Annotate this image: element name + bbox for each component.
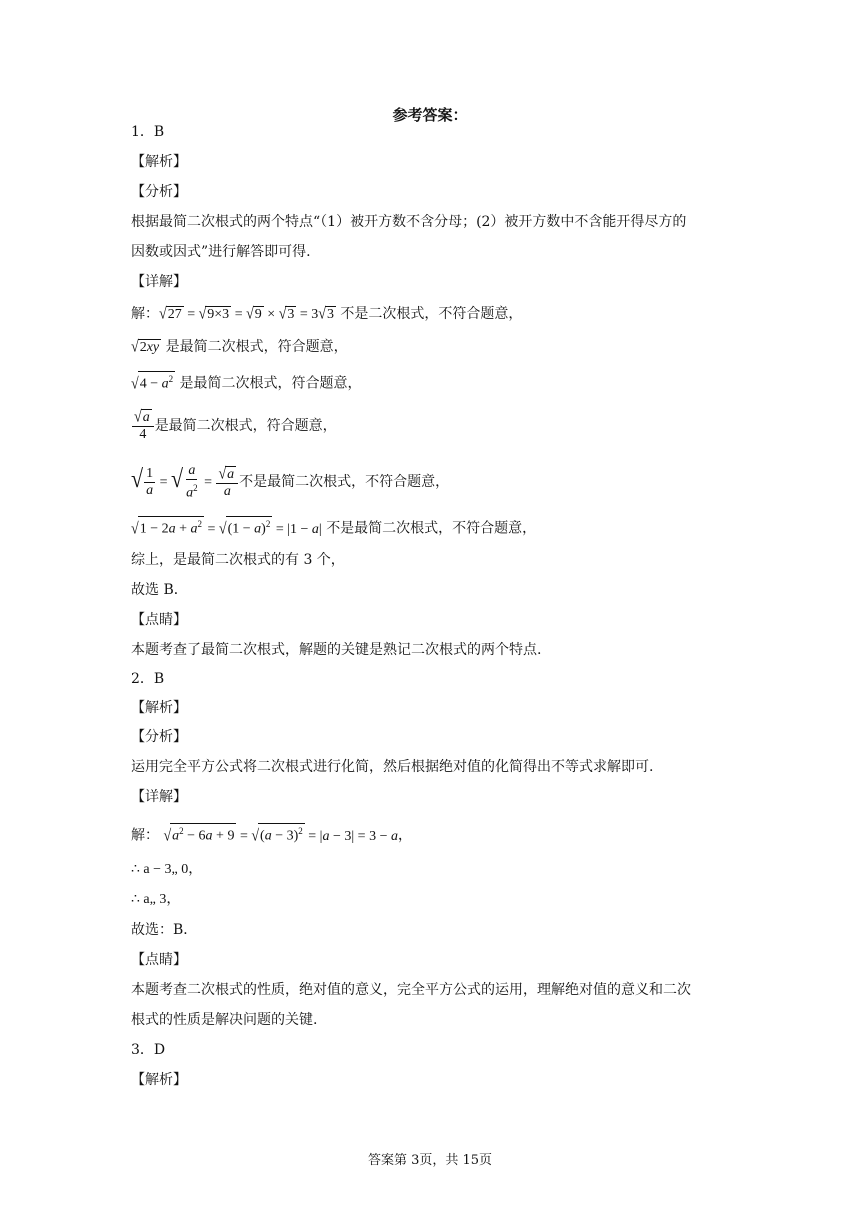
q1-fenxi-heading: 【分析】 (131, 184, 187, 200)
page-footer: 答案第 3页，共 15页 (367, 1153, 493, 1168)
q1-step-sqrt2xy-text: 是最简二次根式，符合题意， (165, 339, 348, 355)
formula-sqrt4-minus-a2: $√4 - a^2$ (131, 377, 175, 392)
formula-sqrt-a2-6a-9: $√a^2 - 6a + 9 = √(a - 3)^2 = |a - 3| = 3 - a$ (163, 829, 398, 844)
q2-comment-line2: 根式的性质是解决问题的关键. (131, 1012, 318, 1028)
formula-sqrt-1-minus-2a-plus-a2: $√1 - 2a + a^2 = √(1 - a)^2 = |1 - a|$ (131, 522, 322, 537)
q1-comment: 本题考查了最简二次根式，解题的关键是熟记二次根式的两个特点. (131, 642, 542, 658)
q1-dianjing-heading: 【点睛】 (131, 612, 187, 628)
q2-answer: 2．B (131, 671, 165, 687)
q3-jiexi-heading: 【解析】 (131, 1072, 187, 1088)
q2-sol-prefix: 解： (131, 827, 159, 844)
q2-step-inequality: ∴ a − 3„ 0， (131, 862, 203, 877)
q1-step-sqrt27 (131, 304, 522, 325)
q1-step-sqrt2xy (131, 337, 348, 358)
formula-sqrt27: √27 = √9×3 = √9 × √3 = 3√3 (159, 305, 334, 324)
q1-choice: 故选 B． (131, 582, 188, 598)
q1-step-sqrta-over-4-text: 是最简二次根式，符合题意， (154, 418, 337, 434)
q1-step-sqrt-1-over-a-text: 不是最简二次根式，不符合题意， (239, 474, 450, 490)
q1-analysis-line1: 根据最简二次根式的两个特点“（1）被开方数不含分母；(2）被开方数中不含能开得尽方的 (131, 214, 687, 230)
page-title: 参考答案： (392, 106, 468, 124)
q1-step-sqrta-over-4 (131, 406, 337, 446)
formula-sqrta-over-4: $\frac{√a}{4}$ (132, 409, 154, 443)
q2-analysis: 运用完全平方公式将二次根式进行化简，然后根据绝对值的化简得出不等式求解即可. (131, 759, 654, 775)
q1-answer: 1．B (131, 124, 165, 140)
q1-jiexi-heading: 【解析】 (131, 154, 187, 170)
q1-xiangjie-heading: 【详解】 (131, 274, 187, 290)
q1-summary: 综上，是最简二次根式的有 3 个， (131, 552, 345, 568)
q3-answer: 3．D (131, 1042, 166, 1058)
q2-choice: 故选：B． (131, 922, 198, 938)
q1-step-sqrt-1-over-a (131, 459, 449, 503)
q2-comment-line1: 本题考查二次根式的性质，绝对值的意义，完全平方公式的运用，理解绝对值的意义和二次 (131, 982, 691, 998)
q2-step-result: ∴ a„ 3， (131, 892, 181, 907)
q1-step-perfect-square-text: 不是最简二次根式，不符合题意， (326, 520, 537, 537)
q2-step-solution: 解： $√a^2 - 6a + 9 = √(a - 3)^2 = |a - 3| = 3 - a$， (131, 823, 412, 847)
q1-analysis-line2: 因数或因式”进行解答即可得. (131, 244, 311, 260)
q2-jiexi-heading: 【解析】 (131, 700, 187, 716)
q1-step-sqrt27-text: 不是二次根式，不符合题意， (340, 306, 523, 322)
q1-sol-prefix: 解： (131, 306, 159, 322)
q1-step-sqrt-perfect-square (131, 516, 536, 540)
q2-fenxi-heading: 【分析】 (131, 729, 187, 745)
q2-xiangjie-heading: 【详解】 (131, 789, 187, 805)
q2-dianjing-heading: 【点睛】 (131, 952, 187, 968)
formula-sqrt-1-over-a: √ $\frac{1}{a}$ = √ $\frac{a}{a^2}$ = $\frac{√a}{a}$ (131, 475, 239, 490)
formula-sqrt2xy: √2xy (131, 338, 160, 357)
q1-step-sqrt4-a2 (131, 371, 362, 395)
q1-step-sqrt4-a2-text: 是最简二次根式，符合题意， (179, 375, 362, 392)
